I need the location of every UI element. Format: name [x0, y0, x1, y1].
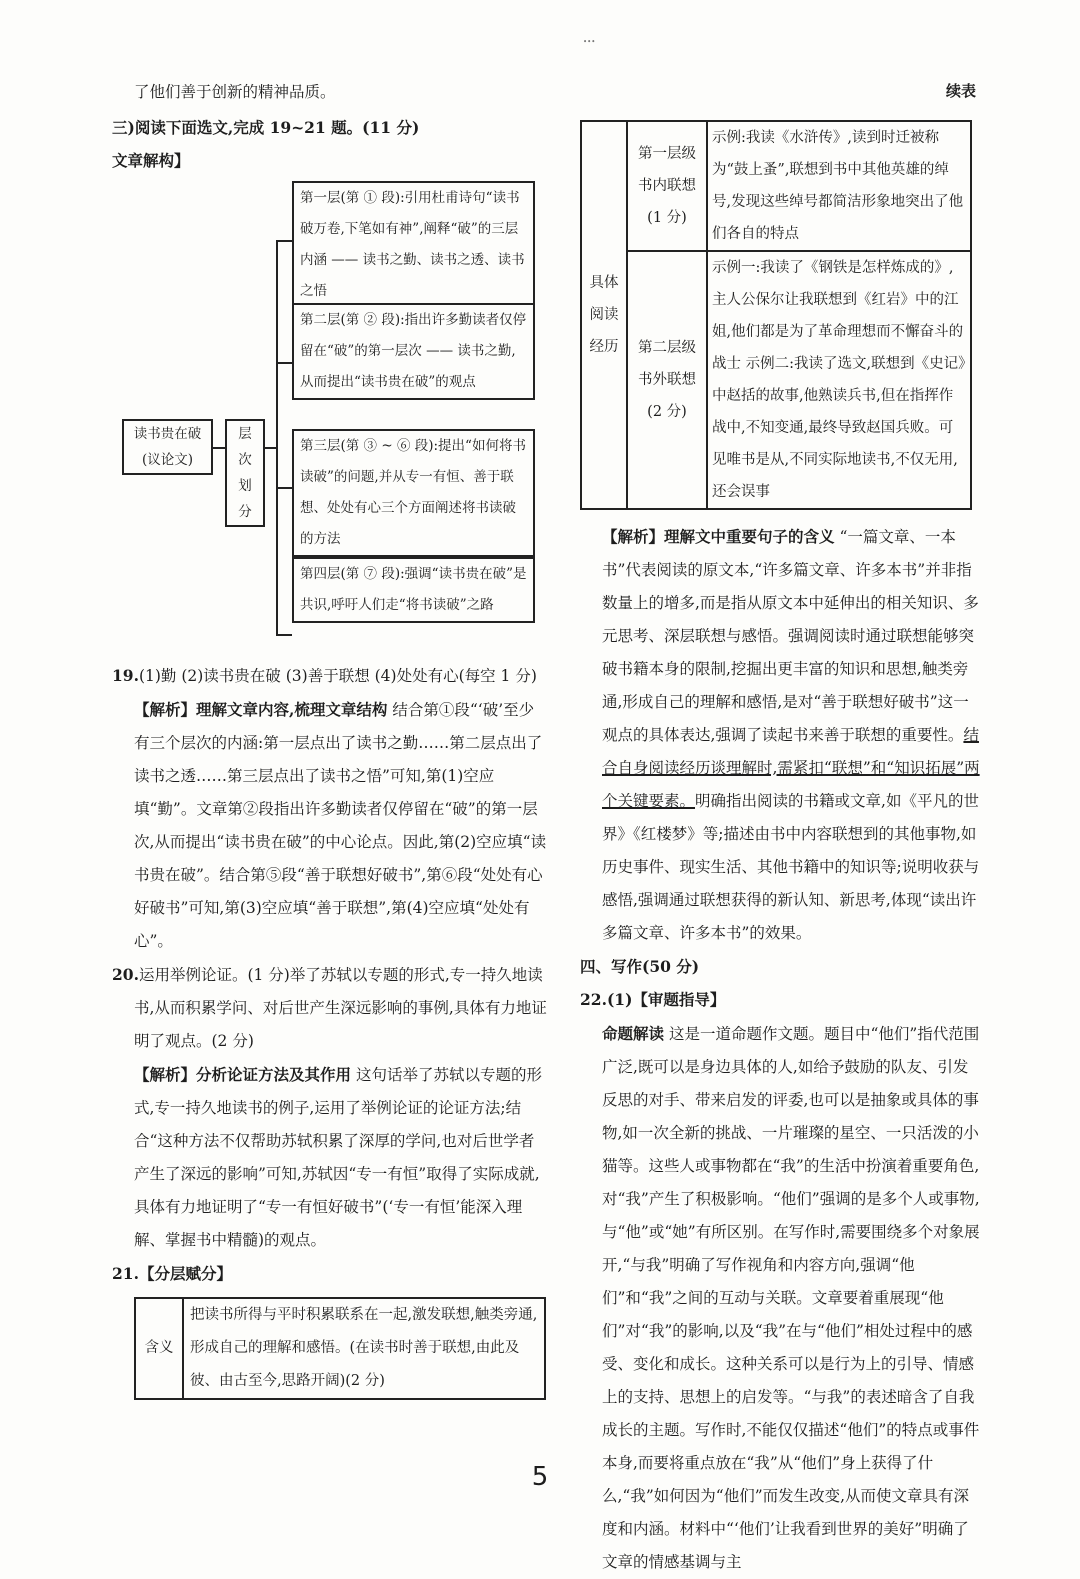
- page-number: 5: [531, 1462, 549, 1492]
- structure-diagram: [112, 177, 548, 647]
- reading-experience-table: [580, 120, 972, 510]
- header-mark: •••: [583, 38, 596, 46]
- table-row1-content: 示例:我读《水浒传》,读到时迁被称为“鼓上蚤”,联想到书中其他英雄的绰号,发现这些绰号都简洁形象地突出了他们各自的特点: [707, 121, 971, 251]
- left-column: [112, 76, 548, 1400]
- q21-table: [134, 1297, 546, 1400]
- q22-heading: 22.(1)【审题指导】: [580, 990, 726, 1009]
- q20-answer: 20.运用举例论证。(1 分)举了苏轼以专题的形式,专一持久地读书,从而积累学问、对后世产生深远影响的事例,具体有力地证明了观点。(2 分): [112, 965, 547, 1050]
- diagram-mid: 层次 划分: [225, 419, 265, 527]
- connector: [276, 487, 292, 489]
- q19-analysis: 【解析】理解文章内容,梳理文章结构 结合第①段“‘破’至少有三个层次的内涵:第一层点出了读书之勤……第二层点出了读书之透……第三层点出了读书之悟”可知,第(1)空应填“勤”。文章第②段指出许多勤读者仅停留在“破”的第一层次,从而提出“读书贵在破”的中心论点。因此,第(2)空应填“读书贵在破”。结合第⑤段“善于联想好破书”,第⑥段“处处有心好破书”可知,第(3)空应填“善于联想”,第(4)空应填“处处有心”。: [134, 700, 547, 950]
- q21-analysis: 【解析】理解文中重要句子的含义 “一篇文章、一本书”代表阅读的原文本,“许多篇文章、许多本书”并非指数量上的增多,而是指从原文本中延伸出的相关知识、多元思考、深层联想与感悟。强调阅读时通过联想能够突破书籍本身的限制,挖掘出更丰富的知识和思想,触类旁通,形成自己的理解和感悟,是对“善于联想好破书”这一观点的具体表达,强调了读起书来善于联想的重要性。结合自身阅读经历谈理解时,需紧扣“联想”和“知识拓展”两个关键要素。明确指出阅读的书籍或文章,如《平凡的世界》《红楼梦》等;描述由书中内容联想到的其他事物,如历史事件、现实生活、其他书籍中的知识等;说明收获与感悟,强调通过联想获得的新认知、新思考,体现“读出许多篇文章、许多本书”的效果。: [602, 527, 980, 942]
- section-4-heading: 四、写作(50 分): [580, 957, 700, 976]
- layer-box-2: 第二层(第 ② 段):指出许多勤读者仅停留在“破”的第一层次 —— 读书之勤,从而提出“读书贵在破”的观点: [292, 303, 535, 400]
- q21-table-content: 把读书所得与平时积累联系在一起,激发联想,触类旁通,形成自己的理解和感悟。(在读书时善于联想,由此及彼、由古至今,思路开阔)(2 分): [183, 1298, 545, 1399]
- connector: [276, 240, 292, 242]
- q19-answer: 19.(1)勤 (2)读书贵在破 (3)善于联想 (4)处处有心(每空 1 分): [112, 666, 537, 685]
- connector: [276, 634, 292, 636]
- table-row2-content: 示例一:我读了《钢铁是怎样炼成的》,主人公保尔让我联想到《红岩》中的江姐,他们都是为了革命理想而不懈奋斗的战士 示例二:我读了选文,联想到《史记》中赵括的故事,他熟读兵书,但在指挥作战中,不知变通,最终导致赵国兵败。可见唯书是从,不同实际地读书,不仅无用,还会误事: [707, 251, 971, 509]
- q22-text: 命题解读 这是一道命题作文题。题目中“他们”指代范围广泛,既可以是身边具体的人,如给予鼓励的队友、引发反思的对手、带来启发的评委,也可以是抽象或具体的事物,如一次全新的挑战、一片璀璨的星空、一只活泼的小猫等。这些人或事物都在“我”的生活中扮演着重要角色,对“我”产生了积极影响。“他们”强调的是多个人或事物,与“他”或“她”有所区别。在写作时,需要围绕多个对象展开,“与我”明确了写作视角和内容方向,强调“他们”和“我”之间的互动与关联。文章要着重展现“他们”对“我”的影响,以及“我”在与“他们”相处过程中的感受、变化和成长。这种关系可以是行为上的引导、情感上的支持、思想上的启发等。“与我”的表述暗含了自我成长的主题。写作时,不能仅仅描述“他们”的特点或事件本身,而要将重点放在“我”从“他们”身上获得了什么,“我”如何因为“他们”而发生改变,从而使文章具有深度和内涵。材料中“‘他们’让我看到世界的美好”明确了文章的情感基调与主: [602, 1024, 980, 1571]
- connector: [211, 447, 225, 449]
- intro-line: 了他们善于创新的精神品质。: [134, 83, 336, 101]
- continued-label: 续表: [945, 82, 976, 100]
- connector-spine: [276, 240, 278, 634]
- table-row2-label: 第二层级书外联想(2 分): [627, 251, 707, 509]
- q20-analysis: 【解析】分析论证方法及其作用 这句话举了苏轼以专题的形式,专一持久地读书的例子,运用了举例论证的论证方法;结合“这种方法不仅帮助苏轼积累了深厚的学问,也对后世学者产生了深远的影响”可知,苏轼因“专一有恒”取得了实际成就,具体有力地证明了“专一有恒好破书”(‘专一有恒’能深入理解、掌握书中精髓)的观点。: [134, 1065, 542, 1249]
- q21-heading: 21.【分层赋分】: [112, 1264, 232, 1283]
- connector: [263, 447, 277, 449]
- table-group-label: 具体阅读经历: [581, 121, 627, 509]
- layer-box-3: 第三层(第 ③ ~ ⑥ 段):提出“如何将书读破”的问题,并从专一有恒、善于联想、处处有心三个方面阐述将书读破的方法: [292, 429, 535, 557]
- layer-box-4: 第四层(第 ⑦ 段):强调“读书贵在破”是共识,呼吁人们走“将书读破”之路: [292, 557, 535, 623]
- right-column: [580, 76, 980, 1579]
- section-3-heading: 三)阅读下面选文,完成 19~21 题。(11 分): [112, 118, 420, 137]
- diagram-root: 读书贵在破 (议论文): [122, 419, 213, 475]
- layer-box-1: 第一层(第 ① 段):引用杜甫诗句“读书破万卷,下笔如有神”,阐释“破”的三层内涵 —— 读书之勤、读书之透、读书之悟: [292, 181, 535, 309]
- structure-label: 文章解构】: [112, 151, 190, 170]
- table-row1-label: 第一层级书内联想(1 分): [627, 121, 707, 251]
- connector: [276, 362, 292, 364]
- q21-table-label: 含义: [135, 1298, 183, 1399]
- underlined-text: 结合自身阅读经历谈理解时,需紧扣“联想”和“知识拓展”两个关键要素。: [602, 726, 980, 810]
